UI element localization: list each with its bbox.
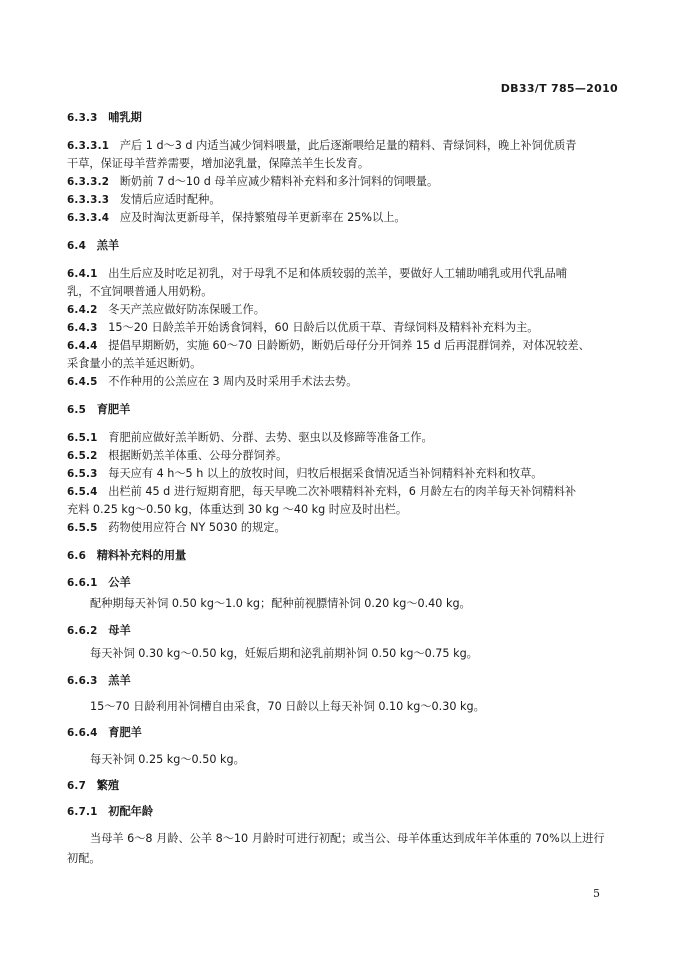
clause-number: 6.5.2: [67, 450, 98, 462]
section-title: 育肥羊: [96, 403, 131, 416]
clause-6-4-5: [67, 375, 357, 389]
section-title: 哺乳期: [108, 111, 142, 124]
clause-text: 产后 1 d～3 d 内适当减少饲料喂量，此后逐渐喂给足量的精料、青绿饲料，晚上补饲优质青: [119, 139, 577, 152]
heading-6-5: [67, 403, 130, 417]
heading-6-6-3: [67, 674, 131, 688]
heading-6-7: [67, 779, 119, 793]
clause-6-5-4-cont: 充料 0.25 kg～0.50 kg，体重达到 30 kg ～40 kg 时应及时出栏。: [67, 503, 408, 516]
clause-text: 断奶前 7 d～10 d 母羊应减少精料补充料和多汁饲料的饲喂量。: [119, 175, 439, 188]
clause-6-6-1-text: 配种期每天补饲 0.50 kg～1.0 kg；配种前视膘情补饲 0.20 kg～0.40 kg。: [90, 597, 471, 610]
heading-6-6: [67, 549, 186, 563]
clause-6-7-1-text: 当母羊 6～8 月龄、公羊 8～10 月龄时可进行初配；或当公、母羊体重达到成年羊体重的 70%以上进行: [90, 832, 605, 845]
clause-text: 出栏前 45 d 进行短期育肥，每天早晚二次补喂精料补充料，6 月龄左右的肉羊每天补饲精料补: [108, 485, 577, 498]
page-number: 5: [593, 887, 600, 900]
clause-text: 不作种用的公羔应在 3 周内及时采用手术法去势。: [108, 375, 358, 388]
clause-6-3-3-1-cont: 干草，保证母羊营养需要，增加泌乳量，保障羔羊生长发育。: [67, 157, 370, 170]
clause-number: 6.5.3: [67, 468, 98, 480]
clause-6-4-4: [67, 339, 590, 353]
clause-number: 6.4.2: [67, 304, 98, 316]
clause-6-7-1-cont: 初配。: [67, 852, 101, 865]
section-number: 6.4: [67, 240, 87, 252]
clause-text: 提倡早期断奶，实施 60～70 日龄断奶，断奶后母仔分开饲养 15 d 后再混群饲养，对体况较差、: [108, 339, 590, 352]
clause-6-4-1-cont: 乳，不宜饲喂普通人用奶粉。: [67, 285, 213, 298]
clause-number: 6.4.3: [67, 322, 98, 334]
heading-6-3-3: [67, 111, 142, 125]
clause-6-4-2: [67, 303, 265, 317]
clause-number: 6.6.3: [67, 675, 98, 687]
clause-number: 6.3.3.2: [67, 176, 110, 188]
clause-6-6-3-text: 15～70 日龄利用补饲槽自由采食，70 日龄以上每天补饲 0.10 kg～0.30 kg。: [90, 700, 485, 713]
clause-6-3-3-1: [67, 139, 576, 153]
clause-number: 6.4.1: [67, 268, 98, 280]
clause-text: 应及时淘汰更新母羊，保持繁殖母羊更新率在 25%以上。: [119, 211, 406, 224]
heading-6-6-1: [67, 576, 131, 590]
clause-number: 6.5.1: [67, 432, 98, 444]
clause-text: 每天应有 4 h～5 h 以上的放牧时间，归牧后根据采食情况适当补饲精料补充料和牧草。: [108, 467, 543, 480]
section-number: 6.5: [67, 404, 87, 416]
clause-number: 6.5.4: [67, 486, 98, 498]
clause-6-4-4-cont: 采食量小的羔羊延迟断奶。: [67, 357, 202, 370]
section-number: 6.3.3: [67, 112, 98, 124]
clause-title: 公羊: [108, 576, 131, 589]
clause-6-5-5: [67, 521, 286, 535]
heading-6-6-4: [67, 726, 142, 740]
clause-number: 6.6.2: [67, 625, 98, 637]
section-title: 精料补充料的用量: [96, 549, 187, 562]
clause-6-6-2-text: 每天补饲 0.30 kg～0.50 kg，妊娠后期和泌乳前期补饲 0.50 kg～0.75 kg。: [90, 647, 478, 660]
section-number: 6.6: [67, 550, 87, 562]
clause-6-4-1: [67, 267, 567, 281]
clause-6-5-1: [67, 431, 433, 445]
clause-number: 6.3.3.4: [67, 212, 110, 224]
clause-number: 6.5.5: [67, 522, 98, 534]
clause-text: 根据断奶羔羊体重、公母分群饲养。: [108, 449, 288, 462]
heading-6-7-1: [67, 805, 153, 819]
clause-text: 冬天产羔应做好防冻保暖工作。: [108, 303, 265, 316]
clause-number: 6.3.3.3: [67, 194, 110, 206]
clause-6-3-3-2: [67, 175, 438, 189]
clause-6-3-3-3: [67, 193, 221, 207]
clause-number: 6.4.4: [67, 340, 98, 352]
clause-number: 6.6.1: [67, 577, 98, 589]
clause-number: 6.7.1: [67, 806, 98, 818]
section-number: 6.7: [67, 780, 87, 792]
section-title: 繁殖: [96, 779, 120, 792]
clause-text: 出生后应及时吃足初乳，对于母乳不足和体质较弱的羔羊，要做好人工辅助哺乳或用代乳品哺: [108, 267, 567, 280]
clause-text: 育肥前应做好羔羊断奶、分群、去势、驱虫以及修蹄等准备工作。: [108, 431, 433, 444]
clause-6-5-3: [67, 467, 542, 481]
heading-6-4: [67, 239, 119, 253]
clause-title: 初配年龄: [108, 805, 154, 818]
clause-text: 发情后应适时配种。: [119, 193, 221, 206]
clause-6-3-3-4: [67, 211, 406, 225]
heading-6-6-2: [67, 624, 131, 638]
clause-6-5-4: [67, 485, 576, 499]
clause-number: 6.4.5: [67, 376, 98, 388]
clause-text: 15～20 日龄羔羊开始诱食饲料，60 日龄后以优质干草、青绿饲料及精料补充料为主。: [108, 321, 539, 334]
clause-6-5-2: [67, 449, 287, 463]
clause-title: 母羊: [108, 624, 131, 637]
clause-6-6-4-text: 每天补饲 0.25 kg～0.50 kg。: [90, 753, 245, 766]
clause-title: 育肥羊: [108, 726, 142, 739]
clause-number: 6.6.4: [67, 727, 98, 739]
clause-text: 药物使用应符合 NY 5030 的规定。: [108, 521, 286, 534]
section-title: 羔羊: [96, 239, 120, 252]
standard-code-header: DB33/T 785—2010: [500, 82, 618, 95]
clause-number: 6.3.3.1: [67, 140, 110, 152]
clause-title: 羔羊: [108, 674, 131, 687]
clause-6-4-3: [67, 321, 538, 335]
